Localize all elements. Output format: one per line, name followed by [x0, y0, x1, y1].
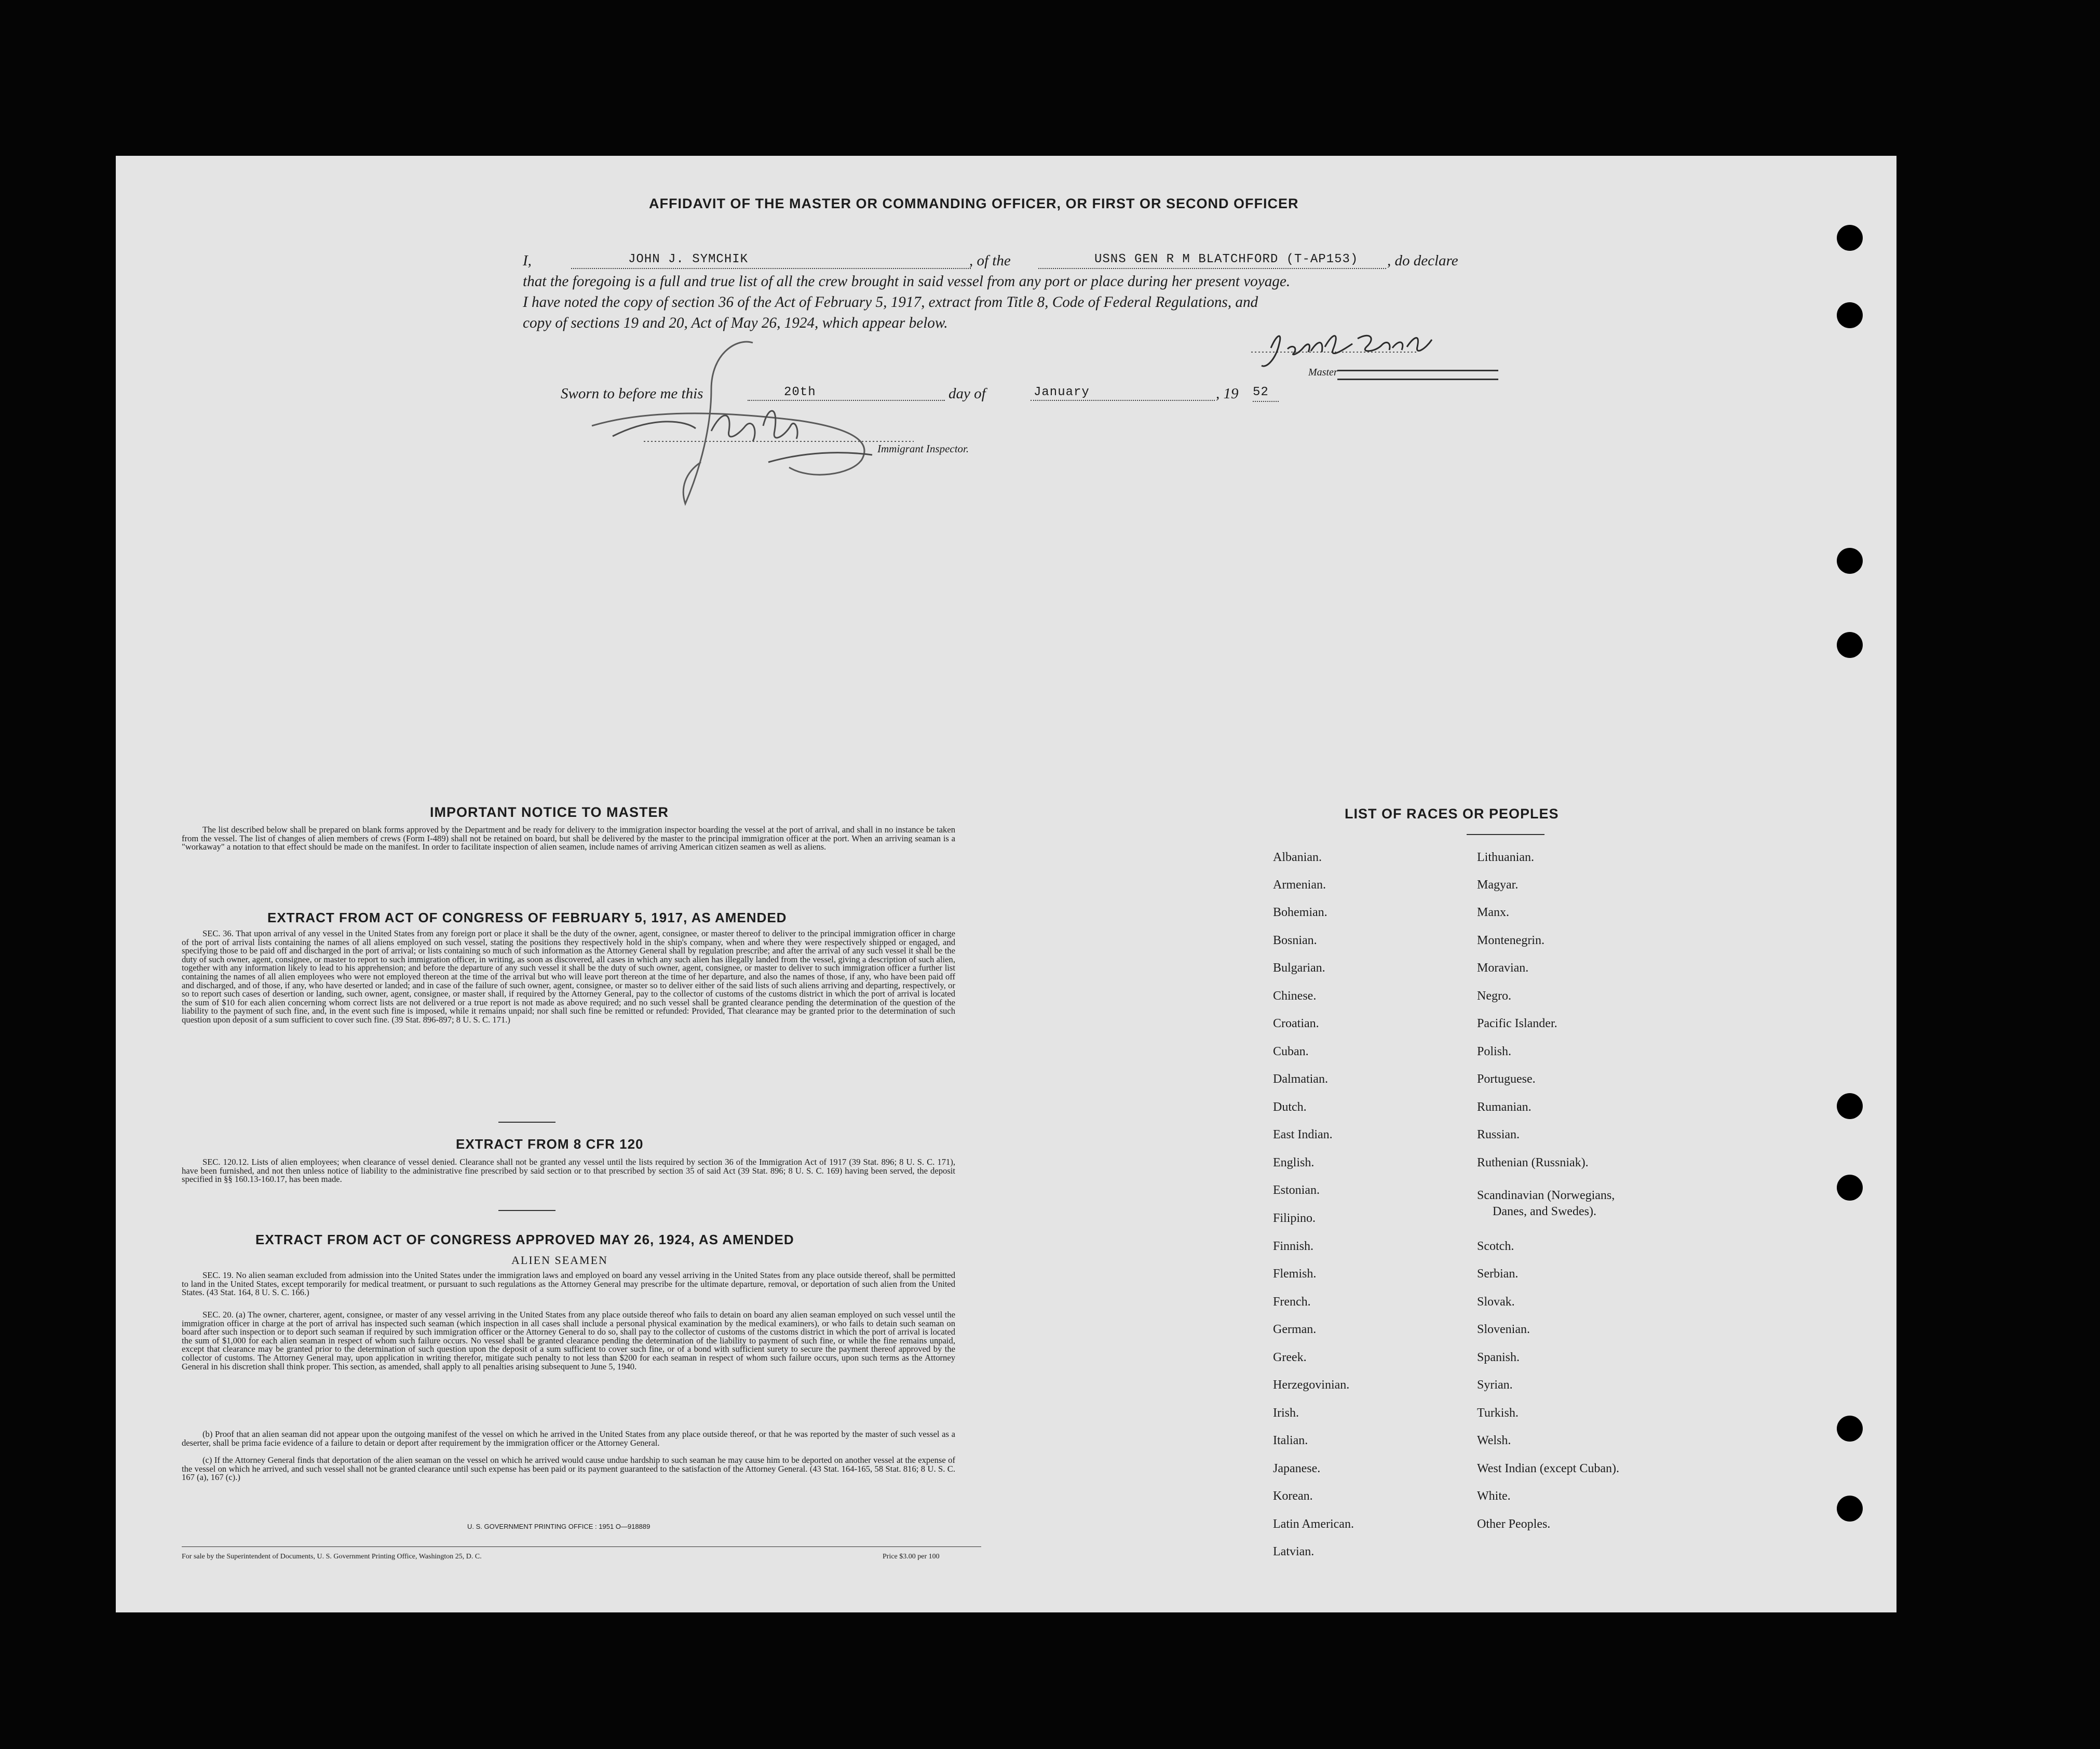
- extract-8cfr-body: SEC. 120.12. Lists of alien employees; when clearance of vessel denied. Clearance shall not be granted any vessel until the lists required by section 36 of the Immigration Act of 1917 (39 Stat. 896; 8 U. S. C. 171), have been furnished, and not then unless notice of liability to the administrative fine prescribed by said section or to that prescribed by section 35 of said Act (39 Stat. 896; 8 U. S. C. 169) having been served, the deposit specified in §§ 160.13-160.17, has been made.: [182, 1158, 955, 1185]
- sworn-label: Sworn to before me this: [561, 385, 703, 402]
- binder-hole: [1837, 1416, 1863, 1442]
- binder-hole: [1837, 548, 1863, 574]
- race-item: Manx.: [1477, 906, 1509, 919]
- day-of-label: day of: [949, 385, 986, 402]
- race-item: Bulgarian.: [1273, 961, 1325, 975]
- race-item: German.: [1273, 1323, 1317, 1336]
- race-item: French.: [1273, 1295, 1311, 1309]
- race-item: Latin American.: [1273, 1517, 1354, 1531]
- race-item: Serbian.: [1477, 1267, 1519, 1281]
- race-item: Portuguese.: [1477, 1072, 1536, 1086]
- race-item: Greek.: [1273, 1351, 1307, 1364]
- gpo-line: U. S. GOVERNMENT PRINTING OFFICE : 1951 O—918889: [467, 1523, 651, 1530]
- race-item: Cuban.: [1273, 1045, 1309, 1058]
- footer-right: Price $3.00 per 100: [883, 1553, 940, 1560]
- affidavit-line-2: that the foregoing is a full and true list of all the crew brought in said vessel from any port or place during her present voyage.: [523, 273, 1291, 290]
- race-item: Estonian.: [1273, 1183, 1320, 1197]
- divider: [498, 1210, 556, 1211]
- race-item: Slovak.: [1477, 1295, 1515, 1309]
- race-item: Danes, and Swedes).: [1493, 1205, 1596, 1218]
- race-item: Lithuanian.: [1477, 851, 1534, 864]
- master-label: Master: [1308, 367, 1338, 378]
- race-item: Other Peoples.: [1477, 1517, 1551, 1531]
- extract-1924-title: EXTRACT FROM ACT OF CONGRESS APPROVED MAY 26, 1924, AS AMENDED: [255, 1232, 794, 1247]
- races-title: LIST OF RACES OR PEOPLES: [1345, 806, 1559, 822]
- race-item: Moravian.: [1477, 961, 1529, 975]
- notice-title: IMPORTANT NOTICE TO MASTER: [430, 804, 669, 820]
- race-item: Bosnian.: [1273, 934, 1317, 947]
- affidavit-line-3: I have noted the copy of section 36 of the Act of February 5, 1917, extract from Title 8, Code of Federal Regulations, and: [523, 294, 1258, 311]
- race-item: Montenegrin.: [1477, 934, 1544, 947]
- binder-hole: [1837, 1175, 1863, 1201]
- race-item: Rumanian.: [1477, 1100, 1532, 1114]
- race-item: West Indian (except Cuban).: [1477, 1462, 1619, 1475]
- race-item: Welsh.: [1477, 1434, 1511, 1447]
- vessel-name-field: [1038, 252, 1386, 269]
- affidavit-line-4: copy of sections 19 and 20, Act of May 26, 1924, which appear below.: [523, 315, 948, 331]
- extract-1917-body: SEC. 36. That upon arrival of any vessel in the United States from any foreign port or place it shall be the duty of the owner, agent, consignee, or master thereof to deliver to the principal immigration officer in charge of the port of arrival lists containing the names of all aliens employed on such vessel, stating the positions they respectively hold in the ship's company, when and where they were respectively shipped or engaged, and specifying those to be paid off and discharged in the port of arrival; or lists containing so much of such information as the Attorney General shall by regulation prescribe; and after the arrival of any such vessel it shall be the duty of such owner, agent, consignee, or master to report to such immigration officer, in writing, as soon as discovered, all cases in which any such alien has illegally landed from the vessel, giving a description of such alien, together with any information likely to lead to his apprehension; and before the departure of any such vessel it shall be the duty of such owner, agent, consignee, or master to deliver to such immigration officer a further list containing the names of all alien employees who were not employed thereon at the time of the arrival but who will leave port thereon at the time of her departure, and also the names of those, if any, who have been paid off and discharged, and of those, if any, who have deserted or landed; and in case of the failure of such owner, agent, consignee, or master so to deliver either of the said lists of such aliens arriving and departing, respectively, or so to report such cases of desertion or landing, such owner, agent, consignee, or master shall, if required by the Attorney General, pay to the collector of customs of the customs district in which the port of arrival is located the sum of $10 for each alien concerning whom correct lists are not delivered or a true report is not made as above required; and no such vessel shall be granted clearance pending the determination of the question of the liability to the payment of such fine, and, in the event such fine is imposed, while it remains unpaid; nor shall such fine be remitted or refunded: Provided, That clearance may be granted prior to the determination of such question upon deposit of a sum sufficient to cover such fine. (39 Stat. 896-897; 8 U. S. C. 171.): [182, 930, 955, 1025]
- sec-20b-body: (b) Proof that an alien seaman did not appear upon the outgoing manifest of the vessel on which he arrived in the United States from any place outside thereof, or that he was reported by the master of such vessel as a deserter, shall be prima facie evidence of a failure to detain or deport after requirement by the immigration officer or the Attorney General.: [182, 1430, 955, 1448]
- race-item: Negro.: [1477, 989, 1511, 1003]
- alien-seamen-subtitle: ALIEN SEAMEN: [511, 1254, 608, 1267]
- extract-1917-title: EXTRACT FROM ACT OF CONGRESS OF FEBRUARY 5, 1917, AS AMENDED: [267, 910, 787, 925]
- race-item: Chinese.: [1273, 989, 1317, 1003]
- race-item: Finnish.: [1273, 1240, 1314, 1253]
- race-item: Herzegovinian.: [1273, 1378, 1350, 1392]
- race-item: Syrian.: [1477, 1378, 1513, 1392]
- race-item: Flemish.: [1273, 1267, 1317, 1281]
- divider: [1467, 834, 1544, 835]
- race-item: Armenian.: [1273, 878, 1326, 892]
- day-value: 20th: [784, 385, 816, 399]
- race-item: Pacific Islander.: [1477, 1017, 1557, 1030]
- race-item: Magyar.: [1477, 878, 1519, 892]
- race-item: Filipino.: [1273, 1212, 1316, 1225]
- binder-hole: [1837, 1093, 1863, 1119]
- race-item: Korean.: [1273, 1489, 1313, 1503]
- of-the-label: , of the: [969, 252, 1011, 269]
- race-item: Albanian.: [1273, 851, 1322, 864]
- year-value: 52: [1253, 385, 1279, 402]
- race-item: Latvian.: [1273, 1545, 1315, 1558]
- year-prefix: , 19: [1216, 385, 1239, 402]
- affidavit-title: AFFIDAVIT OF THE MASTER OR COMMANDING OFFICER, OR FIRST OR SECOND OFFICER: [649, 196, 1299, 211]
- race-item: Bohemian.: [1273, 906, 1327, 919]
- race-item: Italian.: [1273, 1434, 1308, 1447]
- race-item: Irish.: [1273, 1406, 1299, 1420]
- i-label: I,: [523, 252, 532, 269]
- binder-hole: [1837, 632, 1863, 658]
- race-item: Turkish.: [1477, 1406, 1519, 1420]
- footer-left: For sale by the Superintendent of Documents, U. S. Government Printing Office, Washington 25, D. C.: [182, 1553, 482, 1560]
- binder-hole: [1837, 302, 1863, 328]
- inspector-signature: [581, 332, 914, 509]
- sec-20c-body: (c) If the Attorney General finds that deportation of the alien seaman on the vessel on which he arrived would cause undue hardship to such seaman he may cause him to be deported on another vessel at the expense of the vessel on which he arrived, and such vessel shall not be granted clearance until such expense has been paid or its payment guaranteed to the satisfaction of the Attorney General. (43 Stat. 164-165, 58 Stat. 816; 8 U. S. C. 167 (a), 167 (c).): [182, 1456, 955, 1483]
- race-item: Polish.: [1477, 1045, 1512, 1058]
- extract-8cfr-title: EXTRACT FROM 8 CFR 120: [456, 1136, 644, 1152]
- race-item: Dutch.: [1273, 1100, 1307, 1114]
- race-item: Ruthenian (Russniak).: [1477, 1156, 1589, 1169]
- master-name: JOHN J. SYMCHIK: [628, 252, 749, 266]
- do-declare-label: , do declare: [1387, 252, 1458, 269]
- footer-rule: [182, 1546, 981, 1547]
- race-item: Spanish.: [1477, 1351, 1520, 1364]
- binder-hole: [1837, 225, 1863, 251]
- race-item: Scotch.: [1477, 1240, 1514, 1253]
- month-value: January: [1034, 385, 1090, 399]
- race-item: Russian.: [1477, 1128, 1520, 1141]
- binder-hole: [1837, 1496, 1863, 1522]
- inspector-label: Immigrant Inspector.: [877, 442, 969, 455]
- race-item: Japanese.: [1273, 1462, 1321, 1475]
- race-item: Dalmatian.: [1273, 1072, 1328, 1086]
- vessel-name: USNS GEN R M BLATCHFORD (T-AP153): [1094, 252, 1359, 266]
- race-item: Scandinavian (Norwegians,: [1477, 1189, 1615, 1202]
- master-name-field: [571, 252, 971, 269]
- race-item: Croatian.: [1273, 1017, 1319, 1030]
- notice-body: The list described below shall be prepared on blank forms approved by the Department and be ready for delivery to the immigration inspector boarding the vessel at the port of arrival, and shall in no instance be taken from the vessel. The list of changes of alien members of crews (Form I-489) shall not be retained on board, but shall be delivered by the master to the principal immigration officer at the port. When an arriving seaman is a "workaway" a notation to that effect should be made on the manifest. In order to facilitate inspection of alien seamen, include names of arriving American citizen seamen as well as aliens.: [182, 825, 955, 852]
- race-item: East Indian.: [1273, 1128, 1333, 1141]
- race-item: English.: [1273, 1156, 1315, 1169]
- race-item: Slovenian.: [1477, 1323, 1530, 1336]
- race-item: White.: [1477, 1489, 1511, 1503]
- sec-20a-body: SEC. 20. (a) The owner, charterer, agent, consignee, or master of any vessel arriving in the United States from any place outside thereof who fails to detain on board any alien seaman employed on such vessel until the immigration officer in charge at the port of arrival has inspected such seaman (which inspection in all cases shall include a personal physical examination by the medical examiners), or who fails to detain such seaman on board after such inspection or to deport such seaman if required by such immigration officer or the Attorney General to do so, shall pay to the collector of customs of the customs district in which the port of arrival is located the sum of $1,000 for each alien seaman in respect of whom such failure occurs. No vessel shall be granted clearance pending the determination of the liability to payment of such fine, or while the fine remains unpaid, except that clearance may be granted prior to the determination of such question upon the deposit of a sum sufficient to cover such fine, or of a bond with sufficient surety to secure the payment thereof approved by the collector of customs. The Attorney General may, upon application in writing therefor, mitigate such penalty to not less than $200 for each seaman in respect of whom such failure occurs, upon such terms as the Attorney General in his discretion shall think proper. This section, as amended, shall apply to all penalties arising subsequent to June 5, 1940.: [182, 1311, 955, 1371]
- month-field: [1031, 385, 1215, 401]
- struck-title: [1337, 370, 1498, 380]
- sec-19-body: SEC. 19. No alien seaman excluded from admission into the United States under the immigration laws and employed on board any vessel arriving in the United States from any place outside thereof, shall be permitted to land in the United States, except temporarily for medical treatment, or pursuant to such regulations as the Attorney General may prescribe for the ultimate departure, removal, or deportation of such alien from the United States. (43 Stat. 164, 8 U. S. C. 166.): [182, 1271, 955, 1298]
- divider: [498, 1122, 556, 1123]
